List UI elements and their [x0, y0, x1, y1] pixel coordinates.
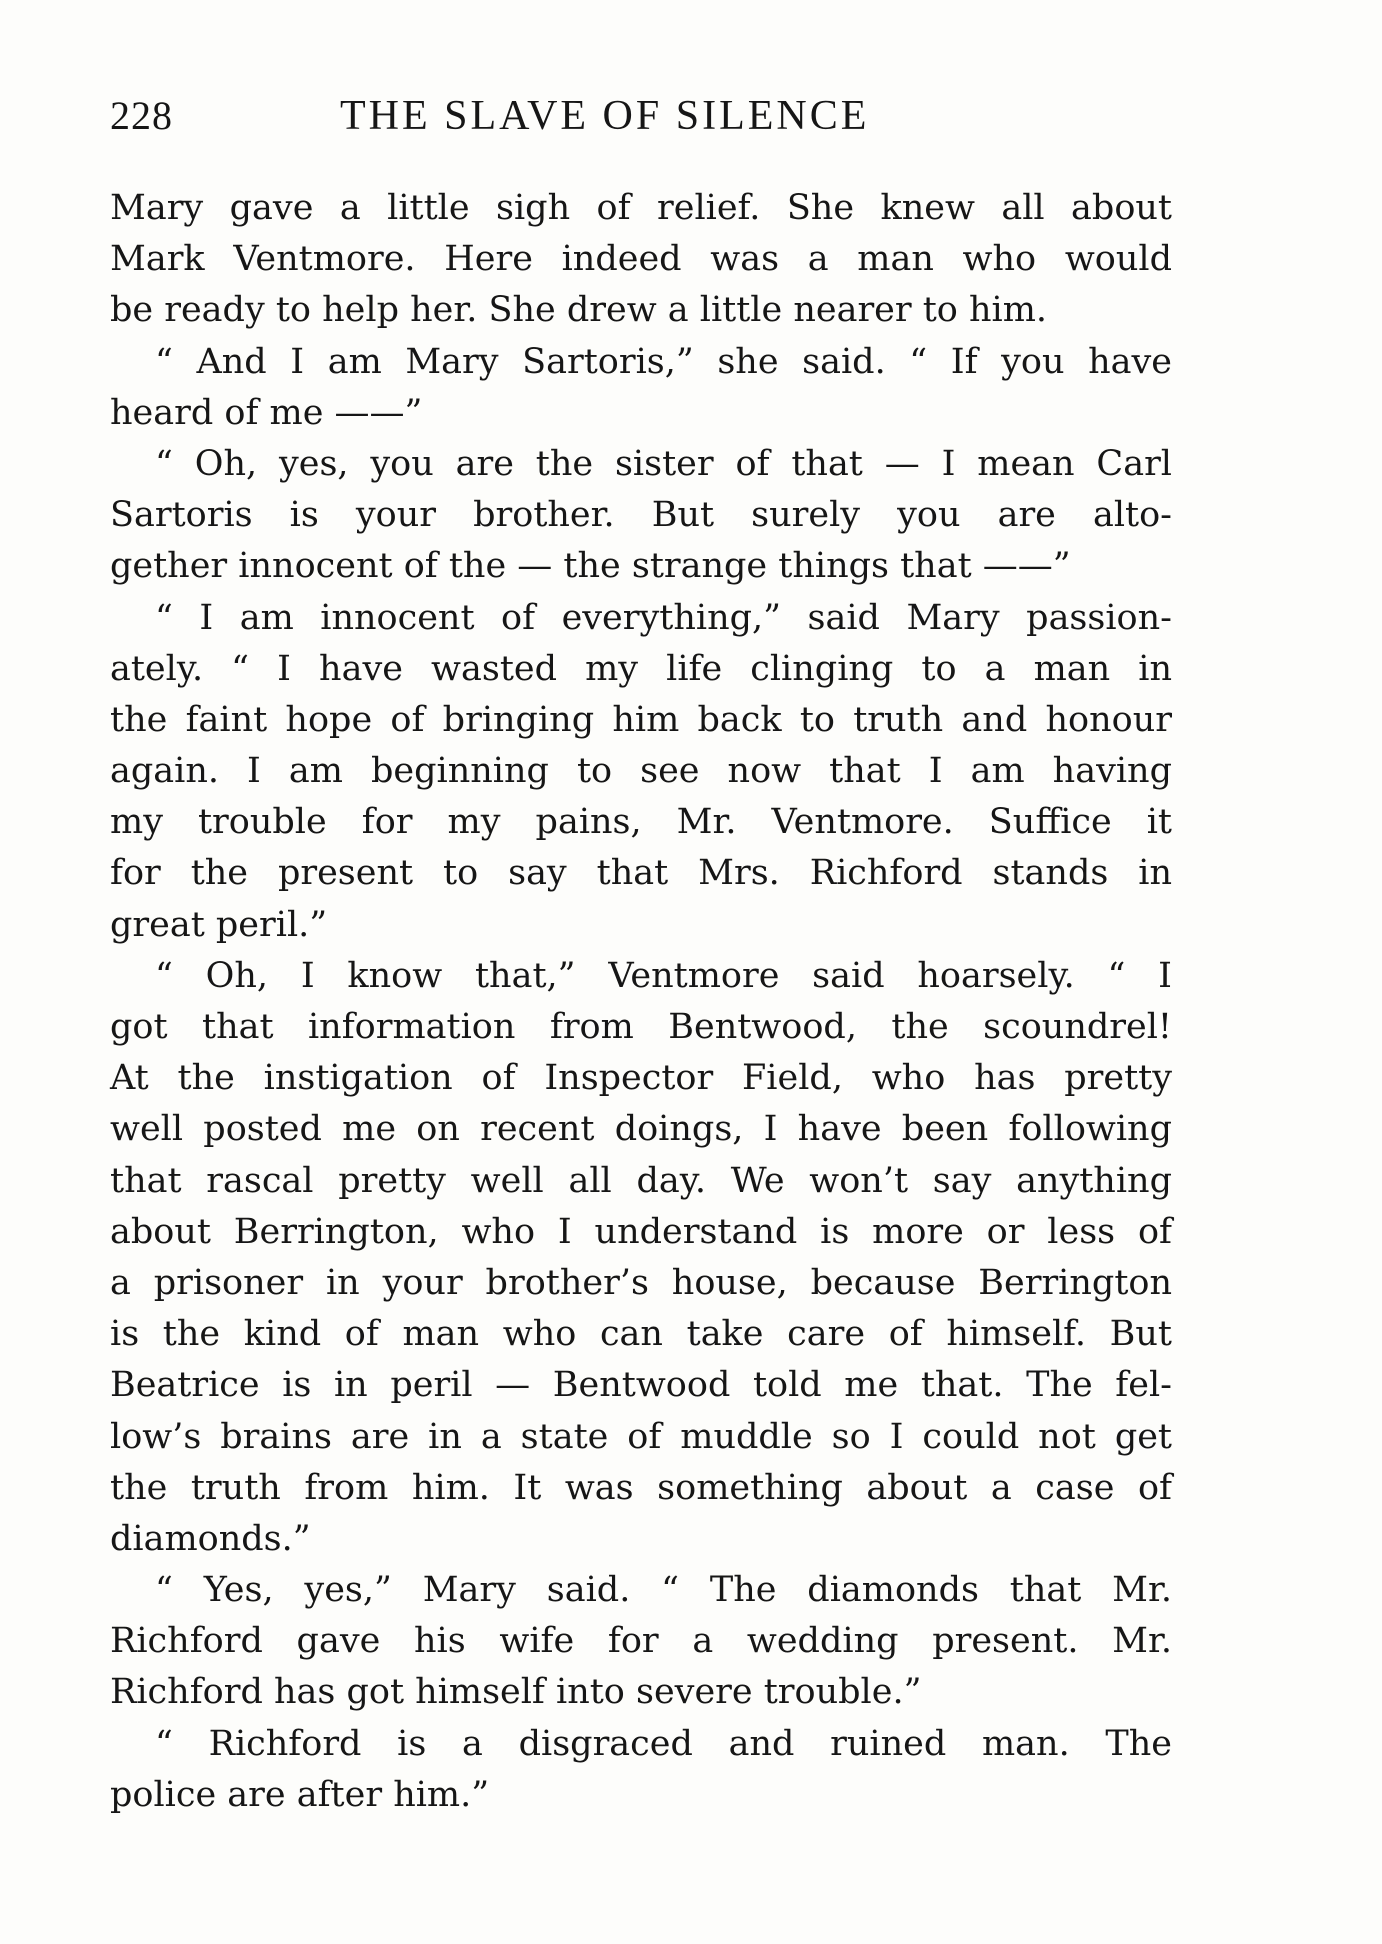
page-header	[110, 92, 1172, 152]
running-title: THE SLAVE OF SILENCE	[340, 93, 870, 139]
text-line: gether innocent of the — the strange things that ——”	[110, 546, 1071, 587]
text-line: Beatrice is in peril — Bentwood told me that. The fel-	[110, 1365, 1172, 1406]
text-line: diamonds.”	[110, 1518, 311, 1559]
text-line: got that information from Bentwood, the scoundrel!	[110, 1007, 1172, 1047]
text-line: low’s brains are in a state of muddle so I could not get	[110, 1416, 1172, 1457]
text-line: Mary gave a little sigh of relief. She knew all about	[110, 188, 1172, 228]
text-line: the truth from him. It was something about a case of	[110, 1467, 1172, 1508]
text-line: my trouble for my pains, Mr. Ventmore. Suffice it	[110, 802, 1172, 843]
text-line: At the instigation of Inspector Field, who has pretty	[110, 1058, 1172, 1099]
text-line: is the kind of man who can take care of himself. But	[110, 1314, 1172, 1355]
text-line: great peril.”	[110, 904, 328, 945]
text-line: be ready to help her. She drew a little nearer to him.	[110, 290, 1048, 331]
text-line: Richford gave his wife for a wedding present. Mr.	[110, 1621, 1172, 1662]
text-line: about Berrington, who I understand is more or less of	[110, 1211, 1172, 1252]
text-line: Richford has got himself into severe trouble.”	[110, 1672, 922, 1713]
text-line: for the present to say that Mrs. Richford stands in	[110, 853, 1172, 894]
text-line: Sartoris is your brother. But surely you are alto-	[110, 495, 1172, 536]
page-number: 228	[110, 93, 173, 138]
text-line: “ Richford is a disgraced and ruined man. The	[155, 1723, 1172, 1764]
text-line: well posted me on recent doings, I have been following	[110, 1109, 1172, 1150]
text-line: ately. “ I have wasted my life clinging to a man in	[110, 648, 1172, 689]
text-line: “ Yes, yes,” Mary said. “ The diamonds that Mr.	[155, 1570, 1172, 1611]
text-line: that rascal pretty well all day. We won’t say anything	[110, 1160, 1172, 1201]
text-line: “ And I am Mary Sartoris,” she said. “ If you have	[155, 341, 1172, 382]
text-line: “ Oh, I know that,” Ventmore said hoarsely. “ I	[155, 955, 1172, 996]
text-line: police are after him.”	[110, 1774, 490, 1815]
text-line: Mark Ventmore. Here indeed was a man who would	[110, 239, 1172, 280]
text-line: heard of me ——”	[110, 392, 423, 433]
text-line: “ Oh, yes, you are the sister of that — I mean Carl	[155, 443, 1172, 484]
text-line: “ I am innocent of everything,” said Mary passion-	[155, 597, 1172, 638]
text-line: the faint hope of bringing him back to truth and honour	[110, 699, 1172, 740]
text-line: again. I am beginning to see now that I am having	[110, 751, 1172, 792]
text-line: a prisoner in your brother’s house, because Berrington	[110, 1262, 1172, 1303]
body-text	[110, 183, 1172, 1821]
